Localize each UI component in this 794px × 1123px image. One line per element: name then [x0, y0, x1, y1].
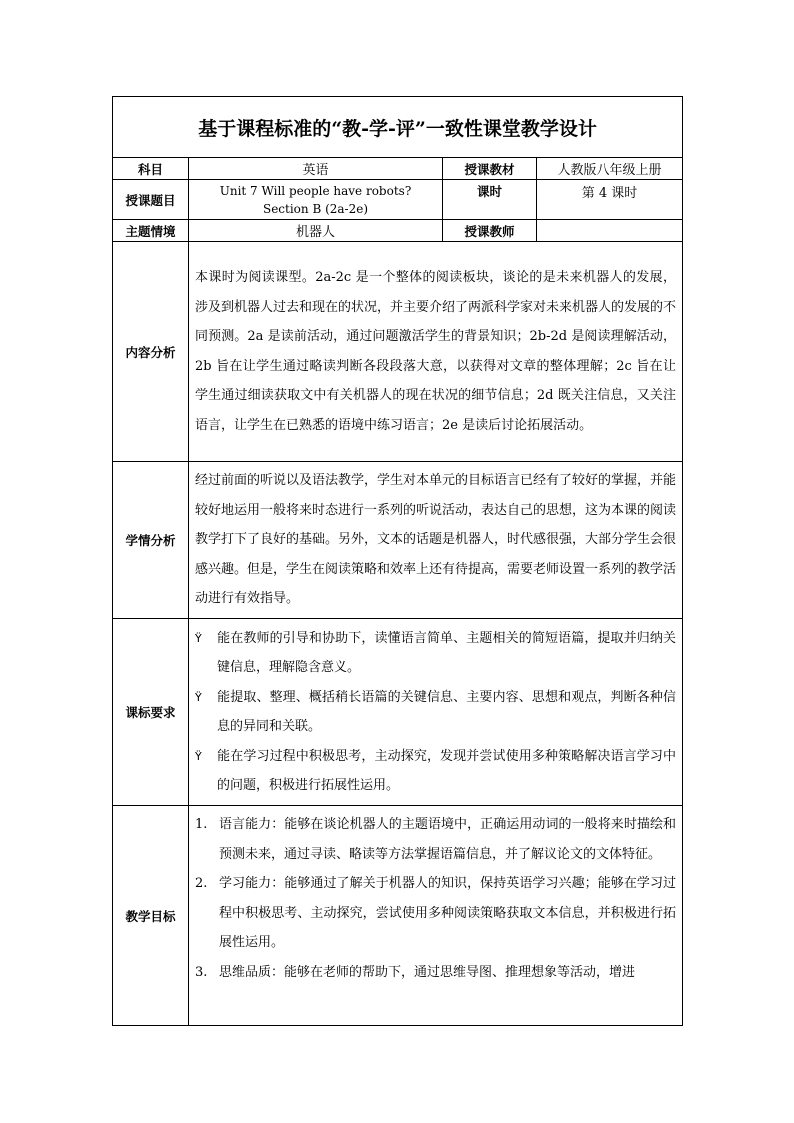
topic-line-1: Unit 7 Will people have robots?: [219, 183, 412, 198]
requirement-item: Ÿ 能提取、整理、概括稍长语篇的关键信息、主要内容、思想和观点，判断各种信息的异同和关联。: [191, 683, 676, 742]
goal-number: 1.: [195, 817, 208, 832]
goal-number: 2.: [195, 876, 208, 891]
theme-row: [113, 220, 683, 242]
subject-label: 科目: [113, 158, 189, 180]
goal-item: 1. 语言能力：能够在谈论机器人的主题语境中，正确运用动词的一般将来时描绘和预测未来，通过寻读、略读等方法掌握语篇信息，并了解议论文的文体特征。: [191, 810, 676, 869]
goal-item: 2. 学习能力：能够通过了解关于机器人的知识，保持英语学习兴趣；能够在学习过程中积极思考、主动探究，尝试使用多种阅读策略获取文本信息，并积极进行拓展性运用。: [191, 869, 676, 958]
teaching-goals-row: [113, 806, 683, 1026]
teacher-value: [537, 220, 683, 242]
curriculum-requirements-label: 课标要求: [113, 619, 189, 806]
topic-line-2: Section B (2a-2e): [262, 201, 369, 216]
bullet-mark: Ÿ: [195, 631, 202, 645]
goal-item: 3. 思维品质：能够在老师的帮助下，通过思维导图、推理想象等活动，增进: [191, 958, 676, 988]
content-analysis-label: 内容分析: [113, 242, 189, 462]
requirement-item: Ÿ 能在教师的引导和协助下，读懂语言简单、主题相关的简短语篇，提取并归纳关键信息，理解隐含意义。: [191, 624, 676, 683]
learner-analysis-label: 学情分析: [113, 462, 189, 619]
document-title: 基于课程标准的“教-学-评”一致性课堂教学设计: [113, 97, 683, 158]
topic-value: [189, 180, 443, 220]
title-row: [113, 97, 683, 158]
content-analysis-row: [113, 242, 683, 462]
curriculum-requirements-list: [189, 619, 683, 806]
period-label: 课时: [443, 180, 537, 220]
teaching-goals-list: [189, 806, 683, 1026]
theme-label: 主题情境: [113, 220, 189, 242]
content-analysis-text: 本课时为阅读课型。2a-2c 是一个整体的阅读板块，谈论的是未来机器人的发展，涉及到机器人过去和现在的状况，并主要介绍了两派科学家对未来机器人的发展的不同预测。2a 是读前活动，通过问题激活学生的背景知识；2b-2d 是阅读理解活动，2b 旨在让学生通过略读判断各段段落大意，以获得对文章的整体理解；2c 旨在让学生通过细读获取文中有关机器人的现在状况的细节信息；2d 既关注信息，又关注语言，让学生在已熟悉的语境中练习语言；2e 是读后讨论拓展活动。: [189, 242, 683, 462]
learner-analysis-text: 经过前面的听说以及语法教学，学生对本单元的目标语言已经有了较好的掌握，并能较好地运用一般将来时态进行一系列的听说活动，表达自己的思想，这为本课的阅读教学打下了良好的基础。另外，文本的话题是机器人，时代感很强，大部分学生会很感兴趣。但是，学生在阅读策略和效率上还有待提高，需要老师设置一系列的教学活动进行有效指导。: [189, 462, 683, 619]
period-value: 第 4 课时: [537, 180, 683, 220]
topic-label: 授课题目: [113, 180, 189, 220]
subject-row: [113, 158, 683, 180]
lesson-design-table: [112, 96, 683, 1026]
textbook-value: 人教版八年级上册: [537, 158, 683, 180]
theme-value: 机器人: [189, 220, 443, 242]
teaching-goals-label: 教学目标: [113, 806, 189, 1026]
topic-row: [113, 180, 683, 220]
subject-value: 英语: [189, 158, 443, 180]
bullet-mark: Ÿ: [195, 749, 202, 763]
teacher-label: 授课教师: [443, 220, 537, 242]
bullet-mark: Ÿ: [195, 690, 202, 704]
curriculum-requirements-row: [113, 619, 683, 806]
learner-analysis-row: [113, 462, 683, 619]
textbook-label: 授课教材: [443, 158, 537, 180]
requirement-item: Ÿ 能在学习过程中积极思考，主动探究，发现并尝试使用多种策略解决语言学习中的问题，积极进行拓展性运用。: [191, 742, 676, 801]
goal-number: 3.: [195, 964, 208, 980]
